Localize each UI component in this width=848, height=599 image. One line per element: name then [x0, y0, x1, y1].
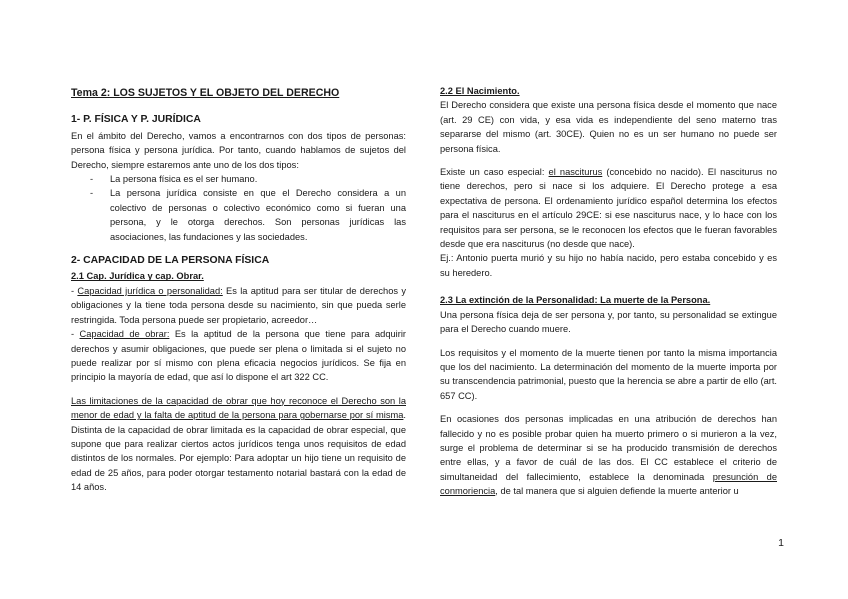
- nasciturus-label: el nasciturus: [548, 167, 603, 178]
- conmoriencia-label: presunción de conmoriencia: [440, 471, 778, 497]
- capacidad-obrar-text: Es la aptitud de la persona que tiene para adquirir derechos y asumir obligaciones, que puede ser plena o limitada si el sujeto no puede realizar por sí mismo con plena eficacia negocios jurídicos. Se fija en principio la mayoría de edad, que así lo dispone el art 322 CC.: [71, 329, 406, 383]
- left-column: [71, 84, 406, 495]
- limitaciones-underlined: Las limitaciones de la capacidad de obrar que hoy reconoce el Derecho son la menor de edad y la falta de aptitud de la persona para gobernarse por sí misma: [71, 395, 406, 421]
- conmoriencia-text: En ocasiones dos personas implicadas en una atribución de derechos han fallecido y no es posible probar quien ha muerto primero o si murieron a la vez, surge el problema de determinar si se ha producido transmisión de derechos entre ellas, y a favor de cuál de las dos. El CC establece el criterio de simultaneidad del fallecimiento, establece la denominada: [440, 414, 777, 482]
- capacidad-obrar-paragraph: [71, 327, 406, 385]
- conmoriencia-paragraph: [440, 412, 777, 498]
- section-1-heading: 1- P. FÍSICA Y P. JURÍDICA: [71, 114, 201, 126]
- section-2-heading: 2- CAPACIDAD DE LA PERSONA FÍSICA: [71, 255, 270, 267]
- nasciturus-paragraph: [440, 165, 777, 251]
- section-1-list: [71, 172, 406, 244]
- nasciturus-text: (concebido no nacido). El nasciturus no tiene derechos, pero si nace si los adquiere. El Derecho protege a esa expectativa de persona. El ordenamiento jurídico español determina los efectos para el nasciturus en el artículo 29CE: si ese nasciturus nace, y lo hace con los requisitos para ser persona, se le reconocen los efectos que le fueran favorables desde que era nasciturus (no desde que nace).: [440, 167, 777, 250]
- section-2-3-heading: 2.3 La extinción de la Personalidad: La muerte de la Persona.: [440, 295, 711, 306]
- conmoriencia-tail: , de tal manera que si alguien defiende la muerte anterior u: [495, 486, 739, 497]
- capacidad-juridica-paragraph: [71, 284, 406, 327]
- section-2-1-heading: 2.1 Cap. Jurídica y cap. Obrar.: [71, 271, 204, 282]
- requisitos-paragraph: Los requisitos y el momento de la muerte tienen por tanto la misma importancia que los del nacimiento. La determinación del momento de la muerte importa por su transcendencia patrimonial, puesto que la herencia se abre a partir de ello (art. 657 CC).: [440, 347, 777, 401]
- section-2-2-heading: 2.2 El Nacimiento.: [440, 86, 520, 96]
- extincion-paragraph: Una persona física deja de ser persona y, por tanto, su personalidad se extingue para el Derecho cuando muere.: [440, 309, 777, 335]
- page-number: 1: [778, 537, 784, 549]
- nacimiento-paragraph: El Derecho considera que existe una persona física desde el momento que nace (art. 29 CE) con vida, y esa vida es independiente del seno materno tras separarse del mismo (art. 30CE). Quien no es un ser humano no puede ser persona física.: [440, 100, 777, 154]
- nasciturus-prefix: Existe un caso especial:: [440, 167, 549, 178]
- capacidad-obrar-label: Capacidad de obrar:: [79, 329, 170, 340]
- section-1-intro: En el ámbito del Derecho, vamos a encontrarnos con dos tipos de personas: persona física y persona jurídica. Por tanto, cuando hablamos de sujetos del Derecho, siempre estaremos ante uno de los dos tipos:: [71, 130, 406, 170]
- ejemplo-paragraph: Ej.: Antonio puerta murió y su hijo no había nacido, pero estaba concebido y es su heredero.: [440, 253, 777, 278]
- limitaciones-paragraph: [71, 394, 406, 495]
- document-title: Tema 2: LOS SUJETOS Y EL OBJETO DEL DERECHO: [71, 87, 340, 99]
- capacidad-juridica-label: Capacidad jurídica o personalidad:: [77, 285, 223, 296]
- list-item: - La persona jurídica consiste en que el Derecho considera a un colectivo de personas o colectivo económico como si fueran una persona, y le otorga derechos. Son personas jurídicas las asociaciones, las fundaciones y las sociedades.: [71, 186, 406, 244]
- list-item: - La persona física es el ser humano.: [71, 172, 406, 186]
- limitaciones-text: . Distinta de la capacidad de obrar limitada es la capacidad de obrar especial, que supone que para realizar ciertos actos jurídicos tenga unos requisitos de edad distintos de los normales. Por ejemplo: Para adoptar un hijo tiene un requisito de edad de 25 años, para poder otorgar testamento notarial bastará con la edad de 14 años.: [71, 410, 406, 493]
- dash-prefix: -: [71, 329, 80, 340]
- capacidad-juridica-text: Es la aptitud para ser titular de derechos y obligaciones y la tiene toda persona desde su nacimiento, sin que pueda serle restringida. Toda persona puede ser propietario, acreedor…: [71, 285, 406, 325]
- right-column: [440, 84, 777, 499]
- dash-prefix: -: [71, 285, 78, 296]
